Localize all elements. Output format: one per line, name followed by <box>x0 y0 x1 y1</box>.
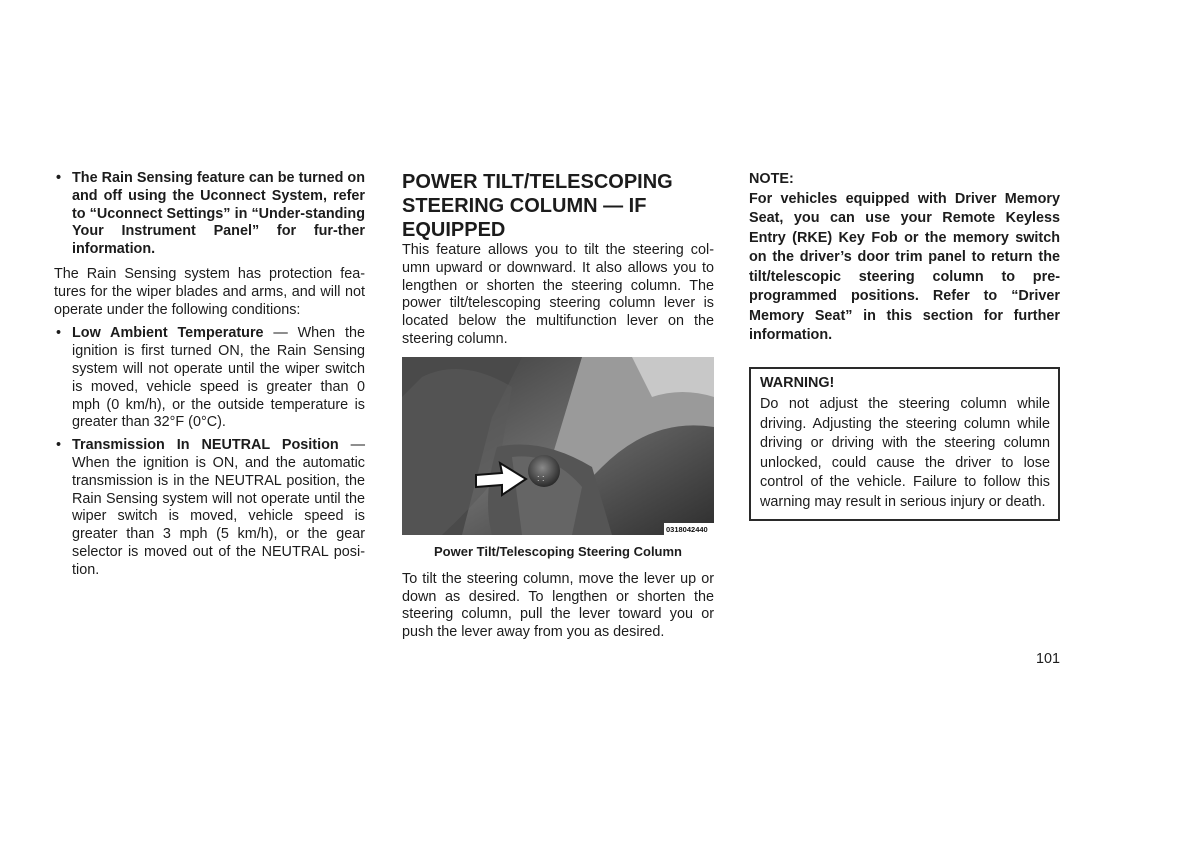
steering-column-illustration <box>402 357 714 535</box>
note-heading: NOTE: <box>749 171 794 187</box>
steering-column-photo <box>402 357 714 535</box>
low-temperature-title: Low Ambient Temperature <box>72 325 264 342</box>
uconnect-toggle-bullet: • The Rain Sensing feature can be turned on and off using the Uconnect System, refer to “Uconnect Settings” in “Under-standing Your Instrument Panel” for fur-ther information. <box>54 170 365 259</box>
warning-text: Do not adjust the steering column while driving. Adjusting the steering column while driving or driving with the steering column unlocked, could cause the driver to lose control of the vehicle. Failure to follow this warning may result in serious injury or death. <box>760 396 1050 510</box>
note-text: For vehicles equipped with Driver Memory Seat, you can use your Remote Keyless Entry (RKE) Key Fob or the memory switch on the driver’s door trim panel to return the tilt/telescopic steering column to pre-programmed positions. Refer to “Driver Memory Seat” in this section for further information. <box>749 190 1060 343</box>
middle-column <box>402 170 714 642</box>
left-column <box>54 170 365 580</box>
low-temperature-bullet <box>54 325 365 432</box>
neutral-position-title: Transmission In NEUTRAL Position <box>72 437 339 454</box>
neutral-position-text: — When the ignition is ON, and the automatic transmission is in the NEUTRAL position, the Rain Sensing system will not operate until the wiper switch is moved, vehicle speed is greater than 3 mph (5 km/h), or the gear selector is moved out of the NEUTRAL posi-tion. <box>72 437 365 578</box>
warning-heading: WARNING! <box>760 374 835 391</box>
page-number: 101 <box>1036 651 1061 667</box>
warning-box <box>749 367 1060 522</box>
section-heading: POWER TILT/TELESCOPING STEERING COLUMN — IF EQUIPPED <box>402 171 673 241</box>
adjustment-instructions: To tilt the steering column, move the lever up or down as desired. To lengthen or shorten the steering column, pull the lever toward you or push the lever away from you as desired. <box>402 570 714 641</box>
photo-caption: Power Tilt/Telescoping Steering Column <box>434 543 682 559</box>
feature-intro: This feature allows you to tilt the steering col-umn upward or downward. It also allows you to lengthen or shorten the steering column. The power tilt/telescoping steering column lever is located below the multifunction lever on the steering column. <box>402 242 714 347</box>
neutral-position-bullet <box>54 437 365 579</box>
rain-sensing-paragraph: The Rain Sensing system has protection fea-tures for the wiper blades and arms, and will not operate under the following conditions: <box>54 265 365 318</box>
low-temperature-text: — When the ignition is first turned ON, the Rain Sensing system will not operate until the wiper switch is moved, vehicle speed is greater than 0 mph (0 km/h), or the outside temperature is greater than 32°F (0°C). <box>72 325 365 431</box>
svg-text:: :: : : <box>537 472 545 483</box>
right-column <box>749 170 1060 521</box>
image-code: 0318042440 <box>666 524 708 534</box>
rain-sensing-list <box>54 170 365 259</box>
conditions-list <box>54 325 365 579</box>
